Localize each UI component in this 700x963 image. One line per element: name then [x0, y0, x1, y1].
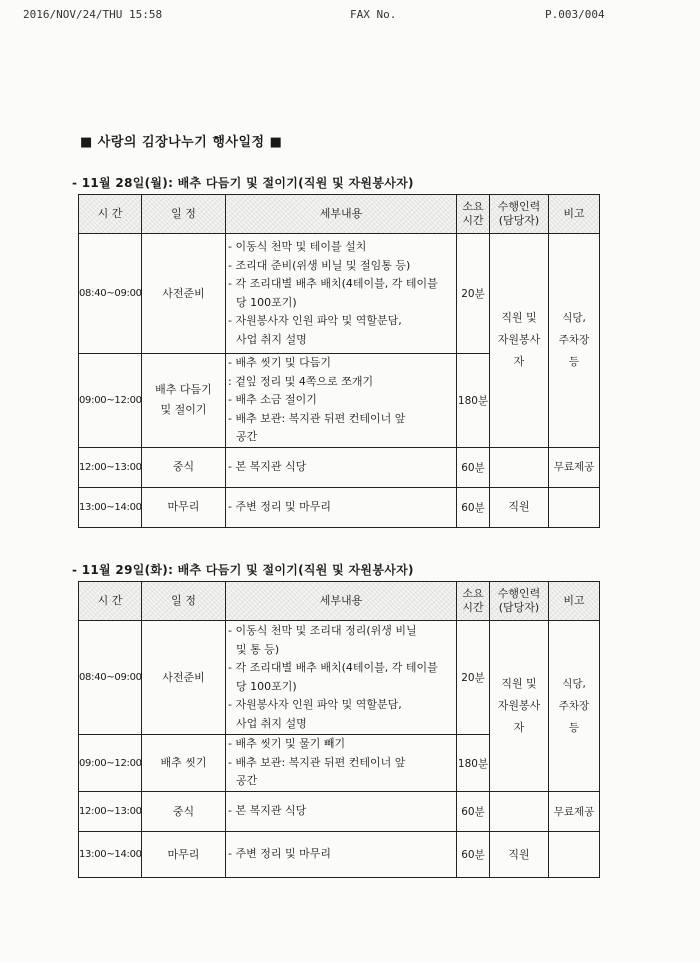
header-detail: 세부내용 [226, 195, 457, 234]
day2-section-title: - 11월 29일(화): 배추 다듬기 및 절이기(직원 및 자원봉사자) [72, 563, 414, 577]
header-event: 일 정 [142, 582, 226, 621]
detail-cell: - 배추 씻기 및 다듬기 : 겉잎 정리 및 4쪽으로 쪼개기 - 배추 소금 절이기 - 배추 보관: 복지관 뒤편 컨테이너 앞 공간 [226, 354, 457, 448]
duration-cell: 20분 [457, 234, 490, 354]
event-cell: 배추 씻기 [142, 735, 226, 792]
event-cell: 중식 [142, 447, 226, 487]
day2-schedule-table [78, 581, 600, 878]
time-cell: 09:00~12:00 [79, 354, 142, 448]
duration-cell: 60분 [457, 792, 490, 832]
header-note: 비고 [549, 582, 600, 621]
staff-cell: 직원 [490, 487, 549, 527]
document-title: ■ 사랑의 김장나누기 행사일정 ■ [80, 135, 283, 150]
note-cell [549, 487, 600, 527]
time-cell: 09:00~12:00 [79, 735, 142, 792]
event-cell: 마무리 [142, 487, 226, 527]
event-cell: 중식 [142, 792, 226, 832]
detail-cell: - 배추 씻기 및 물기 빼기 - 배추 보관: 복지관 뒤편 컨테이너 앞 공간 [226, 735, 457, 792]
duration-cell: 60분 [457, 447, 490, 487]
table-header-row [79, 582, 600, 621]
event-cell: 마무리 [142, 832, 226, 878]
header-event: 일 정 [142, 195, 226, 234]
note-cell: 무료제공 [549, 447, 600, 487]
event-cell: 사전준비 [142, 234, 226, 354]
event-cell: 배추 다듬기 및 절이기 [142, 354, 226, 448]
detail-cell: - 본 복지관 식당 [226, 792, 457, 832]
table-row [79, 447, 600, 487]
header-duration: 소요 시간 [457, 582, 490, 621]
table-header-row [79, 195, 600, 234]
header-note: 비고 [549, 195, 600, 234]
detail-cell: - 주변 정리 및 마무리 [226, 487, 457, 527]
fax-page-number: P.003/004 [545, 8, 605, 21]
detail-cell: - 이동식 천막 및 테이블 설치 - 조리대 준비(위생 비닐 및 절임통 등) - 각 조리대별 배추 배치(4테이블, 각 테이블 당 100포기) - 자원봉사자 인원 파악 및 역할분담, 사업 취지 설명 [226, 234, 457, 354]
duration-cell: 60분 [457, 832, 490, 878]
staff-cell [490, 792, 549, 832]
note-cell: 무료제공 [549, 792, 600, 832]
duration-cell: 60분 [457, 487, 490, 527]
table-row [79, 792, 600, 832]
day1-schedule-table [78, 194, 600, 528]
header-time: 시 간 [79, 195, 142, 234]
note-cell [549, 832, 600, 878]
detail-cell: - 이동식 천막 및 조리대 정리(위생 비닐 및 통 등) - 각 조리대별 배추 배치(4테이블, 각 테이블 당 100포기) - 자원봉사자 인원 파악 및 역할분담, 사업 취지 설명 [226, 621, 457, 735]
header-detail: 세부내용 [226, 582, 457, 621]
time-cell: 08:40~09:00 [79, 621, 142, 735]
time-cell: 12:00~13:00 [79, 447, 142, 487]
table-row [79, 487, 600, 527]
header-staff: 수행인력 (담당자) [490, 582, 549, 621]
fax-datetime: 2016/NOV/24/THU 15:58 [23, 8, 163, 21]
staff-cell [490, 447, 549, 487]
staff-cell-merged: 직원 및 자원봉사 자 [490, 234, 549, 448]
duration-cell: 180분 [457, 735, 490, 792]
header-duration: 소요 시간 [457, 195, 490, 234]
note-cell-merged: 식당, 주차장 등 [549, 621, 600, 792]
time-cell: 13:00~14:00 [79, 832, 142, 878]
table-row [79, 621, 600, 735]
time-cell: 12:00~13:00 [79, 792, 142, 832]
fax-header [0, 8, 700, 28]
header-staff: 수행인력 (담당자) [490, 195, 549, 234]
time-cell: 08:40~09:00 [79, 234, 142, 354]
time-cell: 13:00~14:00 [79, 487, 142, 527]
detail-cell: - 본 복지관 식당 [226, 447, 457, 487]
day1-section-title: - 11월 28일(월): 배추 다듬기 및 절이기(직원 및 자원봉사자) [72, 176, 414, 190]
staff-cell-merged: 직원 및 자원봉사 자 [490, 621, 549, 792]
duration-cell: 180분 [457, 354, 490, 448]
table-row [79, 832, 600, 878]
fax-number-label: FAX No. [350, 8, 397, 21]
table-row [79, 234, 600, 354]
header-time: 시 간 [79, 582, 142, 621]
detail-cell: - 주변 정리 및 마무리 [226, 832, 457, 878]
duration-cell: 20분 [457, 621, 490, 735]
staff-cell: 직원 [490, 832, 549, 878]
note-cell-merged: 식당, 주차장 등 [549, 234, 600, 448]
event-cell: 사전준비 [142, 621, 226, 735]
